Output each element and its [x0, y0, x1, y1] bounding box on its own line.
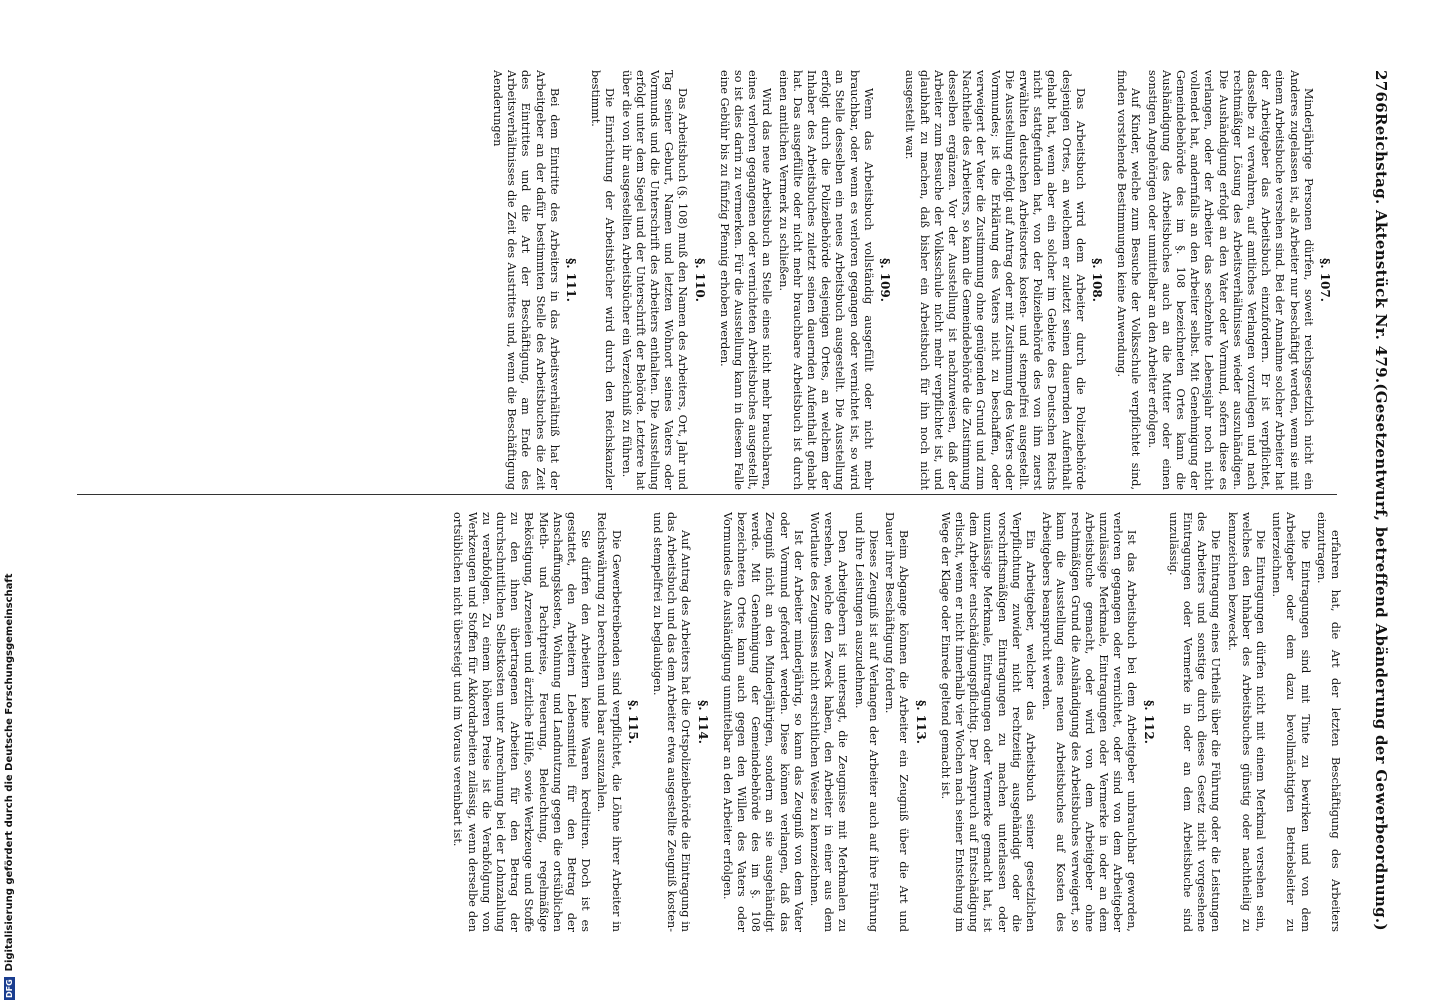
paragraph: erfahren hat, die Art der letzten Beschäftigung des Arbeiters einzutragen.	[1314, 512, 1342, 932]
paragraph: Sie dürfen den Arbeitern keine Waaren kreditiren. Doch ist es gestattet, den Arbeitern Lebensmittel für den Betrag der Anschaffungskosten, Wohnung und Landnutzung gegen die ortsüblichen Mieth- und Pachtpreise, Feuerung, Beleuchtung, regelmäßige Beköstigung, Arzeneien und ärztliche Hülfe, sowie Werkzeuge und Stoffe zu den ihnen übertragenen Arbeiten für den Betrag der durchschnittlichen Selbstkosten unter Anrechnung bei der Lohnzahlung zu verabfolgen. Zu einem höheren Preise ist die Verabfolgung von Werkzeugen und Stoffen für Akkordarbeiten zulässig, wenn derselbe den ortsüblichen nicht übersteigt und im Voraus vereinbart ist.	[451, 512, 593, 932]
paragraph: Ist der Arbeiter minderjährig, so kann das Zeugniß von dem Vater oder Vormund gefordert werden. Diese können verlangen, daß das Zeugniß nicht an den Minderjährigen, sondern an sie ausgehändigt werde. Mit Genehmigung der Gemeindebehörde des im §. 108 bezeichneten Ortes kann auch gegen den Willen des Vaters oder Vormundes die Aushändigung unmittelbar an den Arbeiter erfolgen.	[720, 512, 805, 932]
paragraph: Dieses Zeugniß ist auf Verlangen der Arbeiter auch auf ihre Führung und ihre Leistungen auszudehnen.	[852, 512, 880, 932]
section-heading: §. 115.	[625, 700, 640, 744]
paragraph: Bei dem Eintritte des Arbeiters in das Arbeitsverhältniß hat der Arbeitgeber an der dafür bestimmten Stelle des Arbeitsbuches die Zeit des Eintrittes und die Art der Beschäftigung, am Ende des Arbeitsverhältnisses die Zeit des Austrittes und, wenn die Beschäftigung Aenderungen	[491, 70, 561, 490]
section-heading: §. 113.	[913, 700, 928, 744]
section-heading: §. 110.	[692, 258, 707, 302]
column-divider	[77, 494, 1337, 495]
page-number: 2766	[1372, 70, 1390, 113]
section-heading: §. 108.	[1089, 258, 1104, 302]
credit-text: Digitalisierung gefördert durch die Deutsche Forschungsgemeinschaft	[4, 573, 15, 972]
paragraph: Auf Antrag des Arbeiters hat die Ortspolizeibehörde die Eintragung in das Arbeitsbuch und das dem Arbeiter etwa ausgestellte Zeugniß kosten- und stempelfrei zu beglaubigen.	[651, 512, 693, 932]
paragraph: Beim Abgange können die Arbeiter ein Zeugniß über die Art und Dauer ihrer Beschäftigung fordern.	[883, 512, 911, 932]
paragraph: Das Arbeitsbuch wird dem Arbeiter durch die Polizeibehörde desjenigen Ortes, an welchem er zuletzt seinen dauernden Aufenthalt gehabt hat, wenn aber ein solcher im Gebiete des Deutschen Reichs nicht stattgefunden hat, von der Polizeibehörde des von ihm zuerst erwählten deutschen Arbeitsortes kosten- und stempelfrei ausgestellt. Die Ausstellung erfolgt auf Antrag oder mit Zustimmung des Vaters oder Vormundes; ist die Erklärung des Vaters nicht zu beschaffen, oder verweigert der Vater die Zustimmung ohne genügenden Grund und zum Nachtheile des Arbeiters, so kann die Gemeindebehörde die Zustimmung desselben ergänzen. Vor der Ausstellung ist nachzuweisen, daß der Arbeiter zum Besuche der Volksschule nicht mehr verpflichtet ist, und glaubhaft zu machen, daß bisher ein Arbeitsbuch für ihn noch nicht ausgestellt war.	[903, 70, 1087, 490]
paragraph: Wird das neue Arbeitsbuch an Stelle eines nicht mehr brauchbaren, eines verloren gegangenen oder vernichteten Arbeitsbuches ausgestellt, so ist dies darin zu vermerken. Für die Ausstellung kann in diesem Falle eine Gebühr bis zu fünfzig Pfennig erhoben werden.	[717, 70, 774, 490]
paragraph: Ein Arbeitgeber, welcher das Arbeitsbuch seiner gesetzlichen Verpflichtung zuwider nicht rechtzeitig ausgehändigt oder die vorschriftsmäßigen Eintragungen zu machen unterlassen oder unzulässige Merkmale, Eintragungen oder Vermerke gemacht hat, ist dem Arbeiter entschädigungspflichtig. Der Anspruch auf Entschädigung erlischt, wenn er nicht innerhalb vier Wochen nach seiner Entstehung im Wege der Klage oder Einrede geltend gemacht ist.	[938, 512, 1037, 932]
section-heading: §. 111.	[564, 258, 579, 302]
left-column	[72, 70, 1342, 490]
paragraph: Die Gewerbetreibenden sind verpflichtet, die Löhne ihrer Arbeiter in Reichswährung zu berechnen und baar auszuzahlen.	[595, 512, 623, 932]
paragraph: Den Arbeitgebern ist untersagt, die Zeugnisse mit Merkmalen zu versehen, welche den Zweck haben, den Arbeiter in einer aus dem Wortlaute des Zeugnisses nicht ersichtlichen Weise zu kennzeichnen.	[808, 512, 850, 932]
right-column	[72, 512, 1342, 932]
section-heading: §. 109.	[878, 258, 893, 302]
section-heading: §. 112.	[1141, 700, 1156, 744]
paragraph: Minderjährige Personen dürfen, soweit reichsgesetzlich nicht ein Anderes zugelassen ist, als Arbeiter nur beschäftigt werden, wenn sie mit einem Arbeitsbuche versehen sind. Bei der Annahme solcher Arbeiter hat der Arbeitgeber das Arbeitsbuch einzufordern. Er ist verpflichtet, dasselbe zu verwahren, auf amtliches Verlangen vorzulegen und nach rechtmäßiger Lösung des Arbeitsverhältnisses wieder auszuhändigen. Die Aushändigung erfolgt an den Vater oder Vormund, sofern diese es verlangen, oder der Arbeiter das sechzehnte Lebensjahr noch nicht vollendet hat, andernfalls an den Arbeiter selbst. Mit Genehmigung der Gemeindebehörde des im §. 108 bezeichneten Ortes kann die Aushändigung des Arbeitsbuches auch an die Mutter oder einen sonstigen Angehörigen oder unmittelbar an den Arbeiter erfolgen.	[1145, 70, 1315, 490]
paragraph: Die Einrichtung der Arbeitsbücher wird durch den Reichskanzler bestimmt.	[589, 70, 617, 490]
paragraph: Auf Kinder, welche zum Besuche der Volksschule verpflichtet sind, finden vorstehende Bestimmungen keine Anwendung.	[1115, 70, 1143, 490]
dfg-logo: DFG	[5, 979, 14, 998]
paragraph: Die Eintragungen sind mit Tinte zu bewirken und von dem Arbeitgeber oder dem dazu bevollmächtigten Betriebsleiter zu unterzeichnen.	[1270, 512, 1312, 932]
header-left-title: Reichstag. Aktenstück Nr. 479.	[1372, 112, 1390, 384]
paragraph: Die Eintragungen dürfen nicht mit einem Merkmal versehen sein, welches den Inhaber des Arbeitsbuches günstig oder nachtheilig zu kennzeichnen bezweckt.	[1225, 512, 1267, 932]
paragraph: Das Arbeitsbuch (§. 108) muß den Namen des Arbeiters, Ort, Jahr und Tag seiner Geburt, Namen und letzten Wohnort seines Vaters oder Vormunds und die Unterschrift des Arbeiters enthalten. Die Ausstellung erfolgt unter dem Siegel und der Unterschrift der Behörde. Letztere hat über die von ihr ausgestellten Arbeitsbücher ein Verzeichniß zu führen.	[619, 70, 690, 490]
section-heading: §. 107.	[1318, 258, 1332, 302]
paragraph: Wenn das Arbeitsbuch vollständig ausgefüllt oder nicht mehr brauchbar, oder wenn es verloren gegangen oder vernichtet ist, so wird an Stelle desselben ein neues Arbeitsbuch ausgestellt. Die Ausstellung erfolgt durch die Polizeibehörde desjenigen Ortes, an welchem der Inhaber des Arbeitsbuches zuletzt seinen dauernden Aufenthalt gehabt hat. Das ausgefüllte oder nicht mehr brauchbare Arbeitsbuch ist durch einen amtlichen Vermerk zu schließen.	[776, 70, 875, 490]
paragraph: Ist das Arbeitsbuch bei dem Arbeitgeber unbrauchbar geworden, verloren gegangen oder vernichtet, oder sind von dem Arbeitgeber unzulässige Merkmale, Eintragungen oder Vermerke in oder an dem Arbeitsbuche gemacht, oder wird von dem Arbeitgeber ohne rechtmäßigen Grund die Aushändigung des Arbeitsbuches verweigert, so kann die Ausstellung eines neuen Arbeitsbuches auf Kosten des Arbeitgebers beansprucht werden.	[1040, 512, 1139, 932]
page-header	[1360, 70, 1390, 930]
paragraph: Die Eintragung eines Urtheils über die Führung oder die Leistungen des Arbeiters und sonstige durch dieses Gesetz nicht vorgesehene Eintragungen oder Vermerke in oder an dem Arbeitsbuche sind unzulässig.	[1166, 512, 1223, 932]
footer-strip	[0, 0, 24, 1000]
digitization-credit	[4, 0, 20, 1000]
section-heading: §. 114.	[695, 700, 710, 744]
header-right-title: (Gesetzentwurf, betreffend Abänderung der Gewerbeordnung.)	[1372, 383, 1390, 931]
